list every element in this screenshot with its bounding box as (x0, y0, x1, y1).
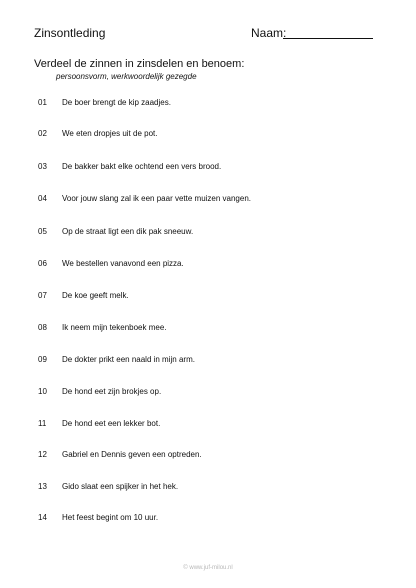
sentence-item (38, 97, 171, 109)
sentence-item (38, 226, 193, 238)
sentence-text: We bestellen vanavond een pizza. (62, 259, 184, 268)
sentence-number: 03 (38, 162, 47, 171)
instruction-subtext: persoonsvorm, werkwoordelijk gezegde (56, 72, 197, 81)
sentence-number: 04 (38, 194, 47, 203)
worksheet-title: Zinsontleding (34, 26, 106, 40)
sentence-text: De koe geeft melk. (62, 291, 129, 300)
sentence-text: Het feest begint om 10 uur. (62, 513, 159, 522)
sentence-text: De bakker bakt elke ochtend een vers brood. (62, 162, 222, 171)
instruction-text: Verdeel de zinnen in zinsdelen en benoem: (34, 58, 245, 70)
sentence-number: 01 (38, 98, 47, 107)
sentence-item (38, 386, 161, 398)
sentence-number: 14 (38, 513, 47, 522)
sentence-number: 02 (38, 129, 47, 138)
sentence-number: 08 (38, 323, 47, 332)
sentence-number: 13 (38, 482, 47, 491)
sentence-item (38, 193, 251, 205)
sentence-item (38, 449, 202, 461)
footer-watermark: © www.juf-milou.nl (183, 565, 233, 571)
sentence-number: 09 (38, 355, 47, 364)
sentence-item (38, 354, 195, 366)
sentence-item (38, 322, 167, 334)
name-label: Naam: (251, 26, 287, 40)
sentence-text: De dokter prikt een naald in mijn arm. (62, 355, 195, 364)
sentence-number: 06 (38, 259, 47, 268)
sentence-text: Gido slaat een spijker in het hek. (62, 482, 179, 491)
sentence-number: 11 (38, 419, 47, 428)
sentence-text: Op de straat ligt een dik pak sneeuw. (62, 227, 194, 236)
sentence-item (38, 128, 157, 140)
sentence-text: We eten dropjes uit de pot. (62, 129, 158, 138)
sentence-item (38, 258, 184, 270)
sentence-number: 12 (38, 450, 47, 459)
sentence-text: Gabriel en Dennis geven een optreden. (62, 450, 202, 459)
sentence-item (38, 161, 221, 173)
sentence-item (38, 418, 160, 430)
sentence-text: De hond eet zijn brokjes op. (62, 387, 162, 396)
sentence-text: Ik neem mijn tekenboek mee. (62, 323, 167, 332)
sentence-number: 07 (38, 291, 47, 300)
sentence-text: De hond eet een lekker bot. (62, 419, 161, 428)
sentence-number: 05 (38, 227, 47, 236)
sentence-text: De boer brengt de kip zaadjes. (62, 98, 171, 107)
sentence-text: Voor jouw slang zal ik een paar vette muizen vangen. (62, 194, 252, 203)
sentence-number: 10 (38, 387, 47, 396)
sentence-item (38, 290, 129, 302)
sentence-item (38, 512, 158, 524)
sentence-item (38, 481, 178, 493)
